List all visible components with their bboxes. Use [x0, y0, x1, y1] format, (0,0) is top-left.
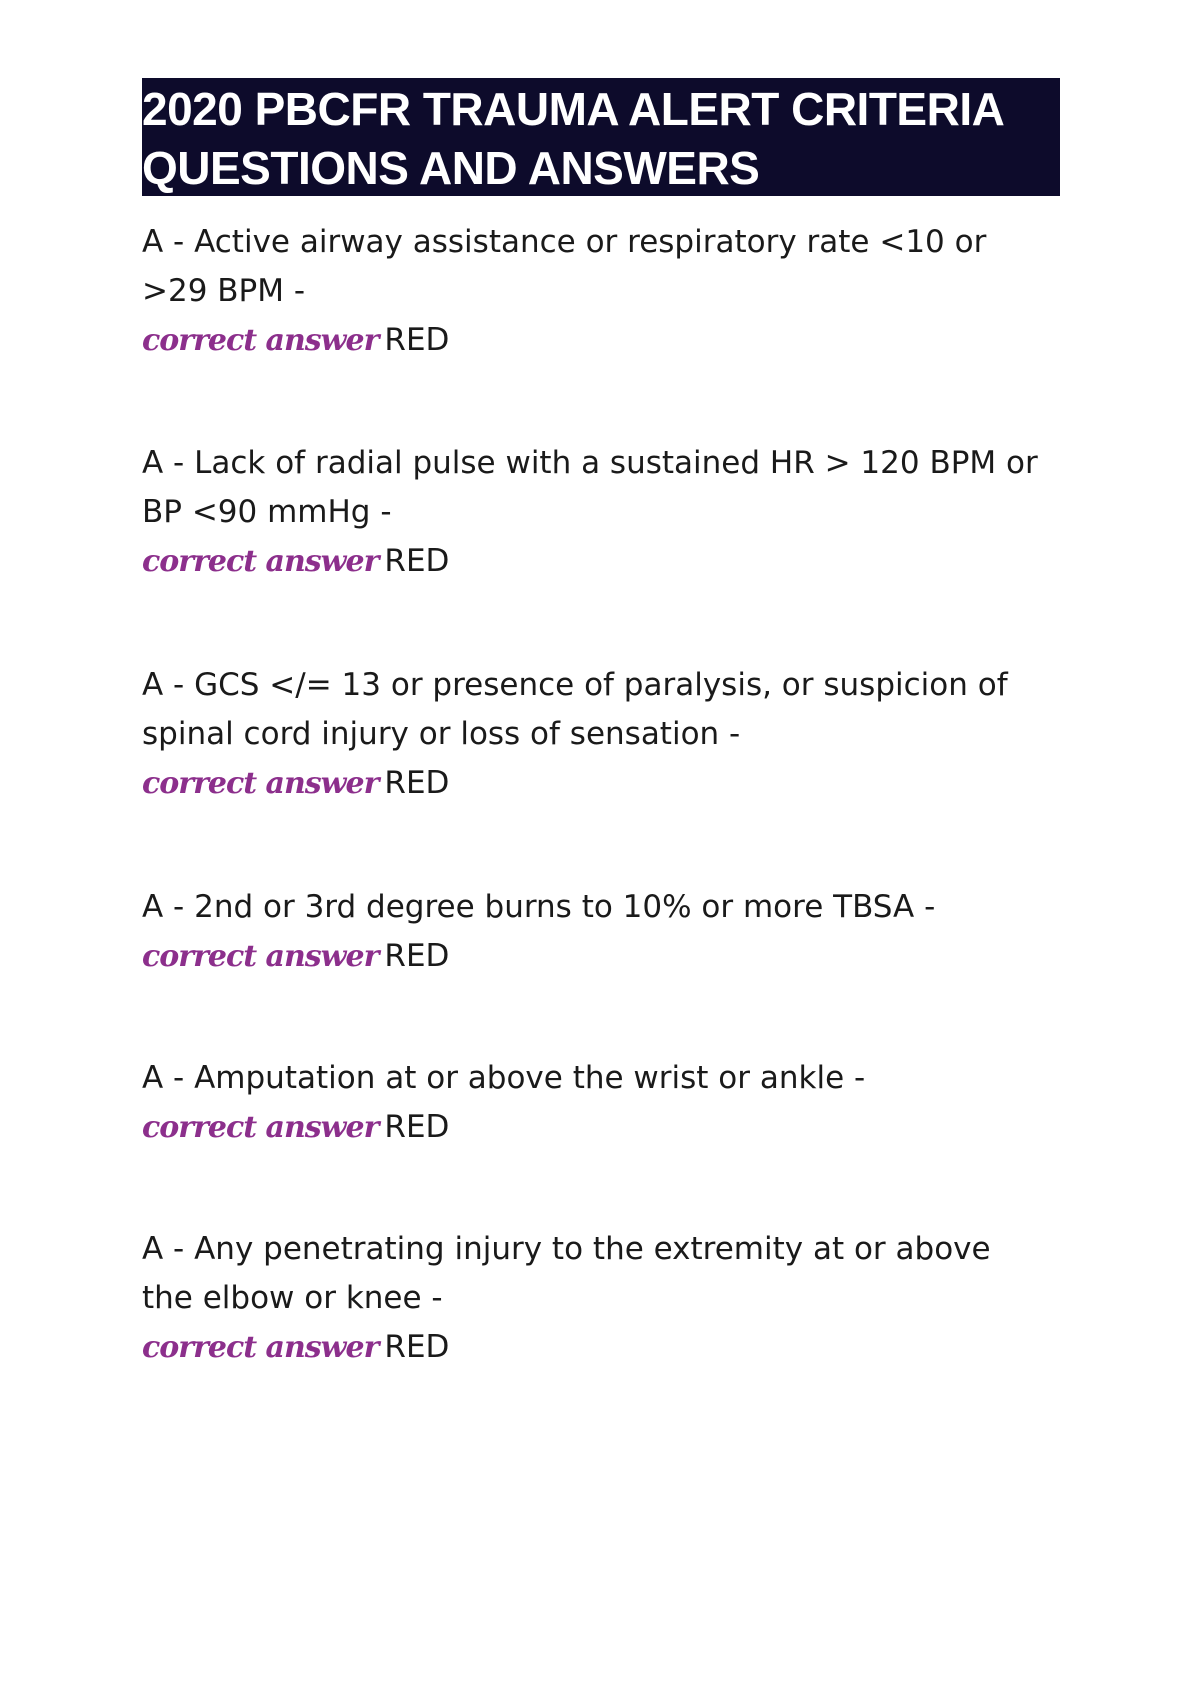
question-line: A - GCS </= 13 or presence of paralysis, or suspicion of	[142, 667, 1008, 703]
answer-row	[142, 759, 1060, 808]
answer-row	[142, 537, 1060, 586]
answer-value: RED	[384, 1109, 450, 1145]
qa-item	[142, 439, 1060, 586]
answer-label: correct answer	[142, 1330, 379, 1365]
qa-item	[142, 1054, 1060, 1152]
question-line: A - Amputation at or above the wrist or ankle -	[142, 1060, 866, 1096]
qa-item	[142, 218, 1060, 365]
question-line: BP <90 mmHg -	[142, 494, 392, 530]
question-line: A - 2nd or 3rd degree burns to 10% or more TBSA -	[142, 889, 936, 925]
answer-row	[142, 932, 1060, 981]
answer-label: correct answer	[142, 1110, 379, 1145]
qa-item	[142, 661, 1060, 808]
question-line: A - Lack of radial pulse with a sustained HR > 120 BPM or	[142, 445, 1038, 481]
answer-label: correct answer	[142, 544, 379, 579]
document-title	[142, 78, 1060, 196]
answer-label: correct answer	[142, 323, 379, 358]
answer-row	[142, 1323, 1060, 1372]
qa-item	[142, 883, 1060, 981]
question-line: spinal cord injury or loss of sensation -	[142, 716, 741, 752]
qa-item	[142, 1225, 1060, 1372]
question-line: the elbow or knee -	[142, 1280, 443, 1316]
question-line: A - Any penetrating injury to the extremity at or above	[142, 1231, 991, 1267]
question-line: >29 BPM -	[142, 273, 306, 309]
answer-value: RED	[384, 765, 450, 801]
question-text	[142, 883, 1060, 932]
question-text	[142, 1054, 1060, 1103]
answer-value: RED	[384, 322, 450, 358]
question-text	[142, 439, 1060, 537]
answer-value: RED	[384, 938, 450, 974]
title-line-1: 2020 PBCFR TRAUMA ALERT CRITERIA	[142, 83, 1005, 135]
answer-value: RED	[384, 1329, 450, 1365]
answer-label: correct answer	[142, 939, 379, 974]
question-text	[142, 1225, 1060, 1323]
title-line-2: QUESTIONS AND ANSWERS	[142, 142, 760, 194]
question-text	[142, 661, 1060, 759]
question-line: A - Active airway assistance or respiratory rate <10 or	[142, 224, 987, 260]
answer-row	[142, 1103, 1060, 1152]
answer-row	[142, 316, 1060, 365]
question-text	[142, 218, 1060, 316]
answer-value: RED	[384, 543, 450, 579]
document-page	[142, 78, 1060, 196]
answer-label: correct answer	[142, 766, 379, 801]
